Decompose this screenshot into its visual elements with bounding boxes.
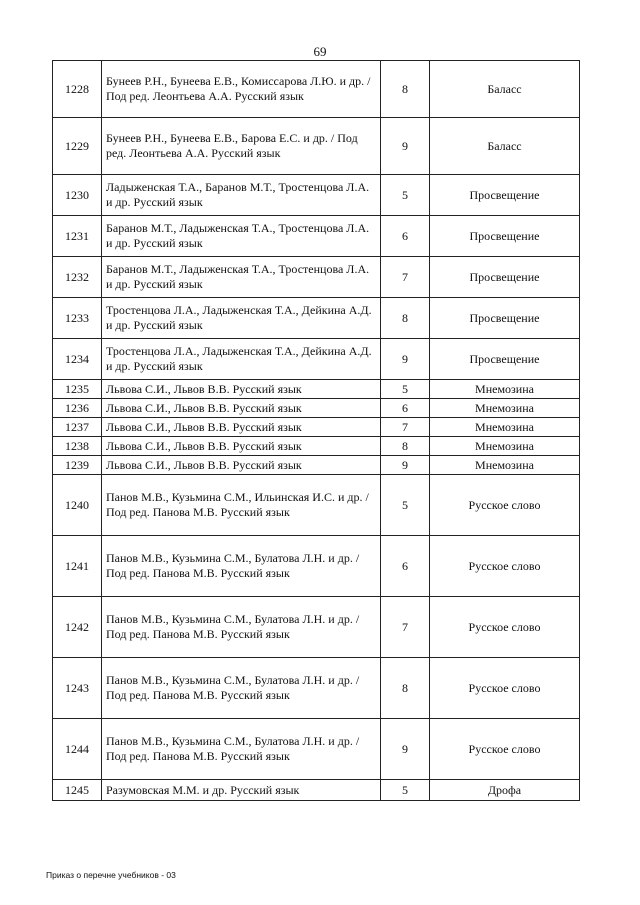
author-title-cell: Ладыженская Т.А., Баранов М.Т., Тростенцова Л.А. и др. Русский язык (102, 175, 381, 216)
table-row (53, 216, 580, 257)
author-title-cell: Бунеев Р.Н., Бунеева Е.В., Комиссарова Л.Ю. и др. / Под ред. Леонтьева А.А. Русский язык (102, 61, 381, 118)
publisher-cell: Русское слово (430, 658, 580, 719)
row-number: 1243 (53, 658, 102, 719)
grade-cell: 9 (381, 456, 430, 475)
publisher-cell: Русское слово (430, 719, 580, 780)
author-title-cell: Панов М.В., Кузьмина С.М., Булатова Л.Н. и др. / Под ред. Панова М.В. Русский язык (102, 536, 381, 597)
author-title-cell: Бунеев Р.Н., Бунеева Е.В., Барова Е.С. и др. / Под ред. Леонтьева А.А. Русский язык (102, 118, 381, 175)
publisher-cell: Просвещение (430, 298, 580, 339)
publisher-cell: Мнемозина (430, 380, 580, 399)
row-number: 1236 (53, 399, 102, 418)
table-row (53, 298, 580, 339)
row-number: 1242 (53, 597, 102, 658)
table-row (53, 61, 580, 118)
grade-cell: 5 (381, 380, 430, 399)
author-title-cell: Львова С.И., Львов В.В. Русский язык (102, 418, 381, 437)
author-title-cell: Львова С.И., Львов В.В. Русский язык (102, 456, 381, 475)
row-number: 1244 (53, 719, 102, 780)
author-title-cell: Львова С.И., Львов В.В. Русский язык (102, 380, 381, 399)
table-row (53, 780, 580, 801)
table-row (53, 339, 580, 380)
row-number: 1231 (53, 216, 102, 257)
row-number: 1237 (53, 418, 102, 437)
table-row (53, 399, 580, 418)
textbook-table (52, 60, 580, 801)
grade-cell: 7 (381, 257, 430, 298)
table-row (53, 437, 580, 456)
author-title-cell: Львова С.И., Львов В.В. Русский язык (102, 437, 381, 456)
row-number: 1239 (53, 456, 102, 475)
grade-cell: 6 (381, 216, 430, 257)
author-title-cell: Баранов М.Т., Ладыженская Т.А., Тростенцова Л.А. и др. Русский язык (102, 257, 381, 298)
grade-cell: 9 (381, 719, 430, 780)
table-row (53, 380, 580, 399)
table-row (53, 475, 580, 536)
publisher-cell: Баласс (430, 118, 580, 175)
table-row (53, 597, 580, 658)
row-number: 1240 (53, 475, 102, 536)
publisher-cell: Просвещение (430, 339, 580, 380)
grade-cell: 7 (381, 597, 430, 658)
author-title-cell: Львова С.И., Львов В.В. Русский язык (102, 399, 381, 418)
publisher-cell: Русское слово (430, 536, 580, 597)
publisher-cell: Мнемозина (430, 456, 580, 475)
publisher-cell: Просвещение (430, 257, 580, 298)
author-title-cell: Панов М.В., Кузьмина С.М., Булатова Л.Н. и др. / Под ред. Панова М.В. Русский язык (102, 597, 381, 658)
row-number: 1234 (53, 339, 102, 380)
grade-cell: 6 (381, 399, 430, 418)
table-row (53, 456, 580, 475)
grade-cell: 7 (381, 418, 430, 437)
row-number: 1235 (53, 380, 102, 399)
author-title-cell: Панов М.В., Кузьмина С.М., Булатова Л.Н. и др. / Под ред. Панова М.В. Русский язык (102, 658, 381, 719)
footer-note: Приказ о перечне учебников - 03 (46, 870, 176, 880)
publisher-cell: Русское слово (430, 597, 580, 658)
grade-cell: 8 (381, 61, 430, 118)
table-row (53, 175, 580, 216)
grade-cell: 9 (381, 339, 430, 380)
grade-cell: 9 (381, 118, 430, 175)
publisher-cell: Дрофа (430, 780, 580, 801)
table-row (53, 658, 580, 719)
publisher-cell: Мнемозина (430, 437, 580, 456)
grade-cell: 5 (381, 475, 430, 536)
grade-cell: 8 (381, 298, 430, 339)
publisher-cell: Мнемозина (430, 418, 580, 437)
row-number: 1238 (53, 437, 102, 456)
table-row (53, 418, 580, 437)
page-number: 69 (313, 44, 327, 59)
author-title-cell: Тростенцова Л.А., Ладыженская Т.А., Дейкина А.Д. и др. Русский язык (102, 298, 381, 339)
author-title-cell: Панов М.В., Кузьмина С.М., Булатова Л.Н. и др. / Под ред. Панова М.В. Русский язык (102, 719, 381, 780)
table-row (53, 719, 580, 780)
publisher-cell: Мнемозина (430, 399, 580, 418)
publisher-cell: Баласс (430, 61, 580, 118)
row-number: 1241 (53, 536, 102, 597)
row-number: 1228 (53, 61, 102, 118)
grade-cell: 8 (381, 658, 430, 719)
row-number: 1232 (53, 257, 102, 298)
textbook-table-body (53, 61, 580, 801)
publisher-cell: Просвещение (430, 216, 580, 257)
grade-cell: 6 (381, 536, 430, 597)
table-row (53, 118, 580, 175)
row-number: 1229 (53, 118, 102, 175)
row-number: 1245 (53, 780, 102, 801)
grade-cell: 8 (381, 437, 430, 456)
author-title-cell: Панов М.В., Кузьмина С.М., Ильинская И.С. и др. / Под ред. Панова М.В. Русский язык (102, 475, 381, 536)
author-title-cell: Баранов М.Т., Ладыженская Т.А., Тростенцова Л.А. и др. Русский язык (102, 216, 381, 257)
author-title-cell: Разумовская М.М. и др. Русский язык (102, 780, 381, 801)
row-number: 1233 (53, 298, 102, 339)
table-row (53, 257, 580, 298)
grade-cell: 5 (381, 780, 430, 801)
grade-cell: 5 (381, 175, 430, 216)
author-title-cell: Тростенцова Л.А., Ладыженская Т.А., Дейкина А.Д. и др. Русский язык (102, 339, 381, 380)
publisher-cell: Просвещение (430, 175, 580, 216)
row-number: 1230 (53, 175, 102, 216)
publisher-cell: Русское слово (430, 475, 580, 536)
table-row (53, 536, 580, 597)
